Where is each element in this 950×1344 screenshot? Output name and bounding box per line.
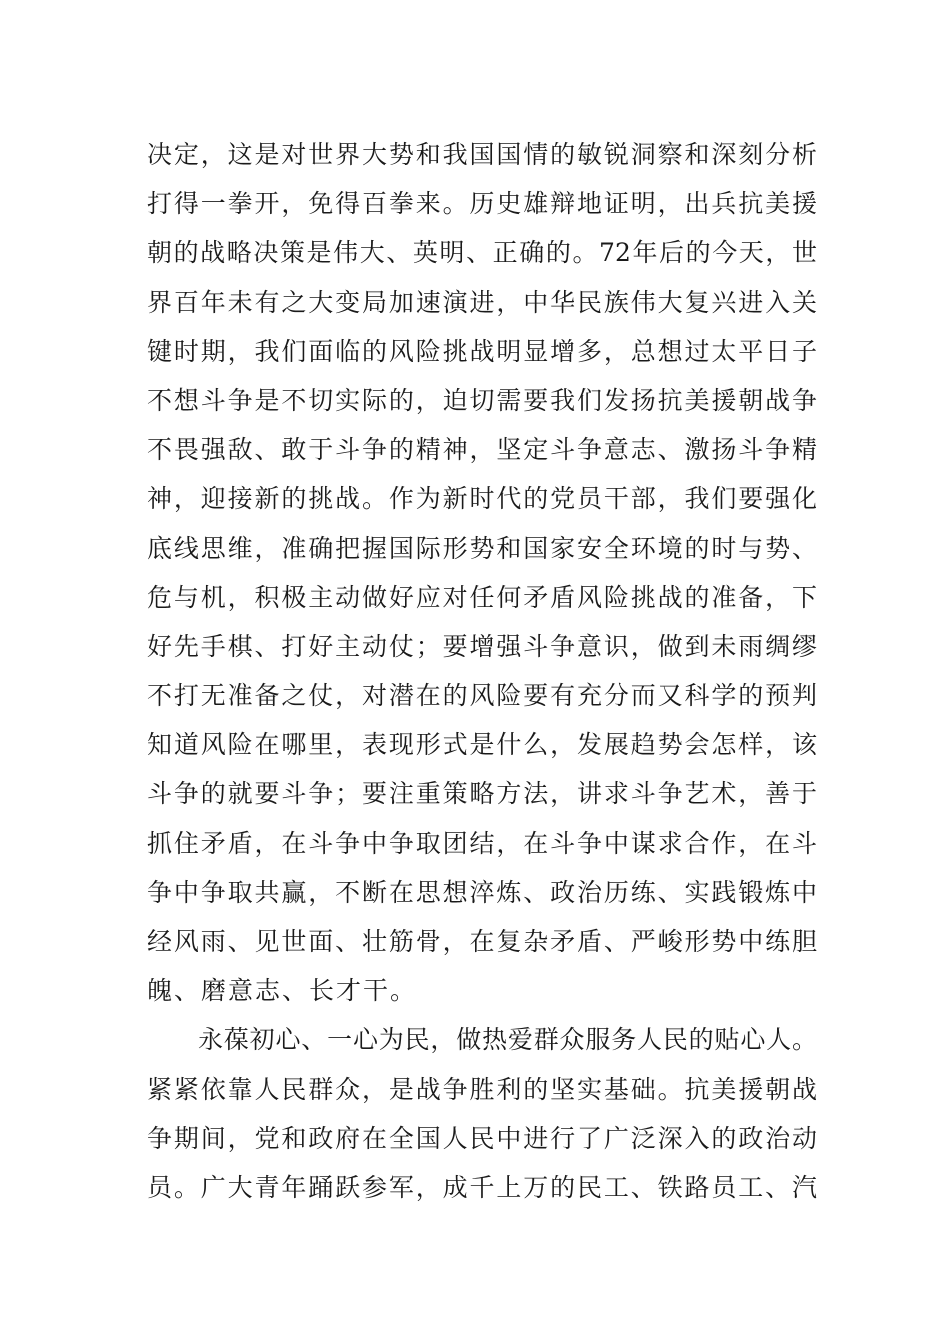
text-line: 员。广大青年踊跃参军，成千上万的民工、铁路员工、汽	[147, 1172, 817, 1202]
text-line: 界百年未有之大变局加速演进，中华民族伟大复兴进入关	[147, 287, 817, 317]
paragraph-last-line: 魄、磨意志、长才干。	[147, 976, 418, 1006]
text-line: 键时期，我们面临的风险挑战明显增多，总想过太平日子	[147, 336, 817, 366]
text-line: 紧紧依靠人民群众，是战争胜利的坚实基础。抗美援朝战	[147, 1074, 817, 1104]
text-line: 斗争的就要斗争；要注重策略方法，讲求斗争艺术，善于	[147, 779, 817, 809]
text-line: 打得一拳开，免得百拳来。历史雄辩地证明，出兵抗美援	[147, 189, 817, 219]
text-line: 朝的战略决策是伟大、英明、正确的。72年后的今天，世	[147, 238, 817, 268]
text-line: 好先手棋、打好主动仗；要增强斗争意识，做到未雨绸缪	[147, 631, 817, 661]
text-line: 不打无准备之仗，对潜在的风险要有充分而又科学的预判	[147, 681, 817, 711]
text-line: 争期间，党和政府在全国人民中进行了广泛深入的政治动	[147, 1123, 817, 1153]
text-line: 决定，这是对世界大势和我国国情的敏锐洞察和深刻分析	[147, 140, 817, 169]
body-text	[147, 130, 817, 1212]
text-line: 经风雨、见世面、壮筋骨，在复杂矛盾、严峻形势中练胆	[147, 927, 817, 956]
text-line: 不想斗争是不切实际的，迫切需要我们发扬抗美援朝战争	[147, 385, 817, 415]
text-line: 底线思维，准确把握国际形势和国家安全环境的时与势、	[147, 533, 817, 563]
paragraph-first-line: 永葆初心、一心为民，做热爱群众服务人民的贴心人。	[198, 1025, 817, 1055]
text-line: 争中争取共赢，不断在思想淬炼、政治历练、实践锻炼中	[147, 877, 817, 907]
text-line: 危与机，积极主动做好应对任何矛盾风险挑战的准备，下	[147, 582, 817, 612]
text-line: 知道风险在哪里，表现形式是什么，发展趋势会怎样，该	[147, 730, 817, 760]
text-line: 不畏强敌、敢于斗争的精神，坚定斗争意志、激扬斗争精	[147, 435, 817, 465]
text-line: 抓住矛盾，在斗争中争取团结，在斗争中谋求合作，在斗	[147, 828, 817, 858]
text-line: 神，迎接新的挑战。作为新时代的党员干部，我们要强化	[147, 484, 817, 514]
